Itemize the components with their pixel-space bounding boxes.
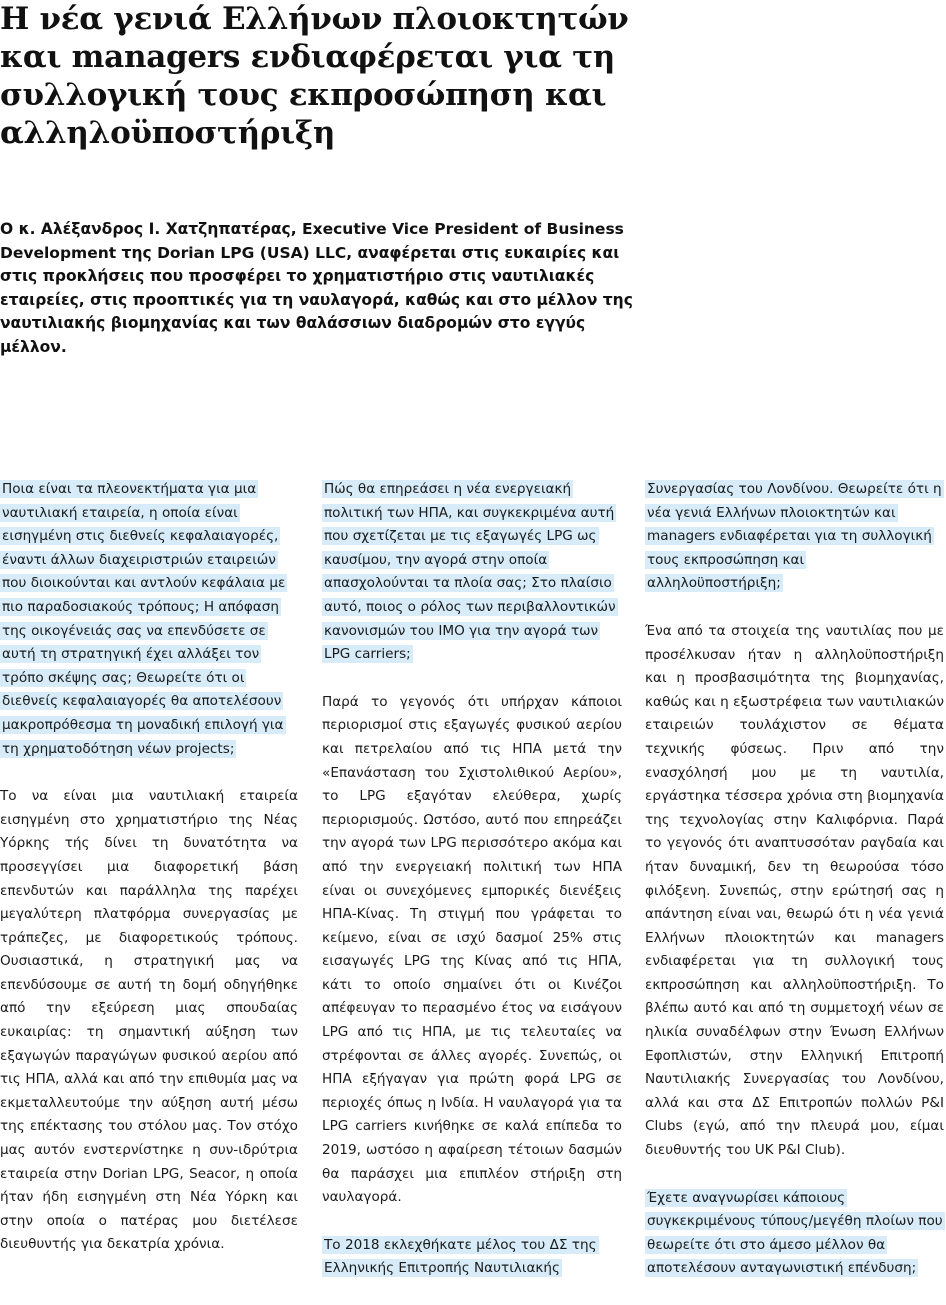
answer-1: Το να είναι μια ναυτιλιακή εταιρεία εισηγμένη στο χρηματιστήριο της Νέας Υόρκης τής δίνει τη δυνατότητα να προσεγγίσει μια διαφορετική βάση επενδυτών και παράλληλα της παρέχει μεγαλύτερη πλατφόρμα συνεργασίας με τράπεζες, με διαφορετικούς τρόπους. Ουσιαστικά, η στρατηγική μας να επενδύσουμε σε αυτή τη δομή οδηγήθηκε από την εξεύρεση μιας σπουδαίας ευκαιρίας: τη σημαντική αύξηση των εξαγωγών παραγώγων φυσικού αερίου από τις ΗΠΑ, αλλά και από την επιθυμία μας να εκμεταλλευτούμε την αύξηση αυτή μέσω της επέκτασης του στόλου μας. Τον στόχο μας αυτόν ενστερνίστηκε η συν-ιδρύτρια εταιρεία στην Dorian LPG, Seacor, η οποία ήταν ήδη εισηγμένη στη Νέα Υόρκη και στην οποία ο πατέρας μου διετέλεσε διευθυντής για δεκατρία χρόνια. (0, 788, 298, 1253)
question-1-text: Ποια είναι τα πλεονεκτήματα για μια ναυτιλιακή εταιρεία, η οποία είναι εισηγμένη στις διεθνείς κεφαλαιαγορές, έναντι άλλων διαχειριστριών εταιρειών που διοικούνται και αντλούν κεφάλαια με πιο παραδοσιακούς τρόπους; Η απόφαση της οικογένειάς σας να επενδύσετε σε αυτή τη στρατηγική έχει αλλάξει τον τρόπο σκέψης σας; Θεωρείτε ότι οι διεθνείς κεφαλαιαγορές θα αποτελέσουν μακροπρόθεσμα τη μοναδική επιλογή για τη χρηματοδότηση νέων projects; (2, 481, 286, 757)
answer-3: Ένα από τα στοιχεία της ναυτιλίας που με προσέλκυσαν ήταν η αλληλοϋποστήριξη και η προσβασιμότητα της βιομηχανίας, καθώς και η εξωστρέφεια των ναυτιλιακών εταιρειών τουλάχιστον σε θέματα τεχνικής φύσεως. Πριν από την ενασχόλησή μου με τη ναυτιλία, εργάστηκα τέσσερα χρόνια στη βιομηχανία της τεχνολογίας στην Καλιφόρνια. Παρά το γεγονός ότι αναπτυσσόταν ραγδαία και ήταν δυναμική, δεν τη θεωρούσα τόσο φιλόξενη. Συνεπώς, στην ερώτησή σας η απάντηση είναι ναι, θεωρώ ότι η νέα γενιά Ελλήνων πλοιοκτητών και managers ενδιαφέρεται για τη συλλογική τους εκπροσώπηση και αλληλοϋποστήριξη. Το βλέπω αυτό και από τη συμμετοχή νέων σε ηλικία συναδέλφων στην Ένωση Ελλήνων Εφοπλιστών, στην Ελληνική Επιτροπή Ναυτιλιακής Συνεργασίας του Λονδίνου, αλλά και στα ΔΣ Επιτροπών πολλών P&I Clubs (εγώ, από την πλευρά μου, είμαι διευθυντής του UK P&I Club). (645, 622, 944, 1159)
question-1 (0, 478, 298, 761)
answer-2: Παρά το γεγονός ότι υπήρχαν κάποιοι περιορισμοί στις εξαγωγές φυσικού αερίου και πετρελαίου από τις ΗΠΑ μετά την «Επανάσταση του Σχιστολιθικού Αερίου», το LPG εξαγόταν ελεύθερα, χωρίς περιορισμούς. Ωστόσο, αυτό που επηρεάζει την αγορά των LPG περισσότερο ακόμα και από την ενεργειακή πολιτική των ΗΠΑ είναι οι συνεχόμενες εμπορικές διενέξεις ΗΠΑ-Κίνας. Τη στιγμή που γράφεται το κείμενο, είναι σε ισχύ δασμοί 25% στις εισαγωγές LPG της Κίνας από τις ΗΠΑ, κάτι το οποίο σημαίνει ότι οι Κινέζοι απέφευγαν το περασμένο έτος να εισάγουν LPG από τις ΗΠΑ, με τις τελευταίες να στρέφονται σε άλλες αγορές. Συνεπώς, οι ΗΠΑ εξήγαγαν για πρώτη φορά LPG σε περιοχές όπως η Ινδία. Η ναυλαγορά για τα LPG carriers κινήθηκε σε καλά επίπεδα το 2019, ωστόσο η αφαίρεση τέτοιων δασμών θα παράσχει μια επιπλέον στήριξη στη ναυλαγορά. (322, 693, 622, 1206)
article-lead: Ο κ. Αλέξανδρος Ι. Χατζηπατέρας, Executive Vice President of Business Development της Dorian LPG (USA) LLC, αναφέρεται στις ευκαιρίες και στις προκλήσεις που προσφέρει το χρηματιστήριο στις ναυτιλιακές εταιρείες, στις προοπτικές για τη ναυλαγορά, καθώς και στο μέλλον της ναυτιλιακής βιομηχανίας και των θαλάσσιων διαδρομών στο εγγύς μέλλον. (0, 220, 633, 356)
question-4-text: Έχετε αναγνωρίσει κάποιους συγκεκριμένους τύπους/μεγέθη πλοίων που θεωρείτε ότι στο άμεσο μέλλον θα αποτελέσουν ανταγωνιστική επένδυση; (647, 1189, 943, 1277)
question-3-start-text: Το 2018 εκλεχθήκατε μέλος του ΔΣ της Ελληνικής Επιτροπής Ναυτιλιακής (324, 1236, 597, 1277)
question-3-end-text: Συνεργασίας του Λονδίνου. Θεωρείτε ότι η νέα γενιά Ελλήνων πλοιοκτητών και managers ενδιαφέρεται για τη συλλογική τους εκπροσώπηση και αλληλοϋποστήριξη; (647, 481, 942, 592)
column-3 (645, 478, 944, 1305)
question-2 (322, 478, 622, 667)
question-3-end (645, 478, 944, 596)
question-4 (645, 1187, 944, 1281)
question-2-text: Πώς θα επηρεάσει η νέα ενεργειακή πολιτική των ΗΠΑ, και συγκεκριμένα αυτή που σχετίζεται με τις εξαγωγές LPG ως καυσίμου, την αγορά στην οποία απασχολούνται τα πλοία σας; Στο πλαίσιο αυτό, ποιος ο ρόλος των περιβαλλοντικών κανονισμών του IMO για την αγορά των LPG carriers; (324, 481, 616, 663)
column-2 (322, 478, 622, 1305)
article-title: Η νέα γενιά Ελλήνων πλοιοκτητών και managers ενδιαφέρεται για τη συλλογική τους εκπροσώπηση και αλληλοϋποστήριξη (0, 1, 629, 151)
column-1 (0, 478, 298, 1281)
question-3-start (322, 1234, 622, 1281)
